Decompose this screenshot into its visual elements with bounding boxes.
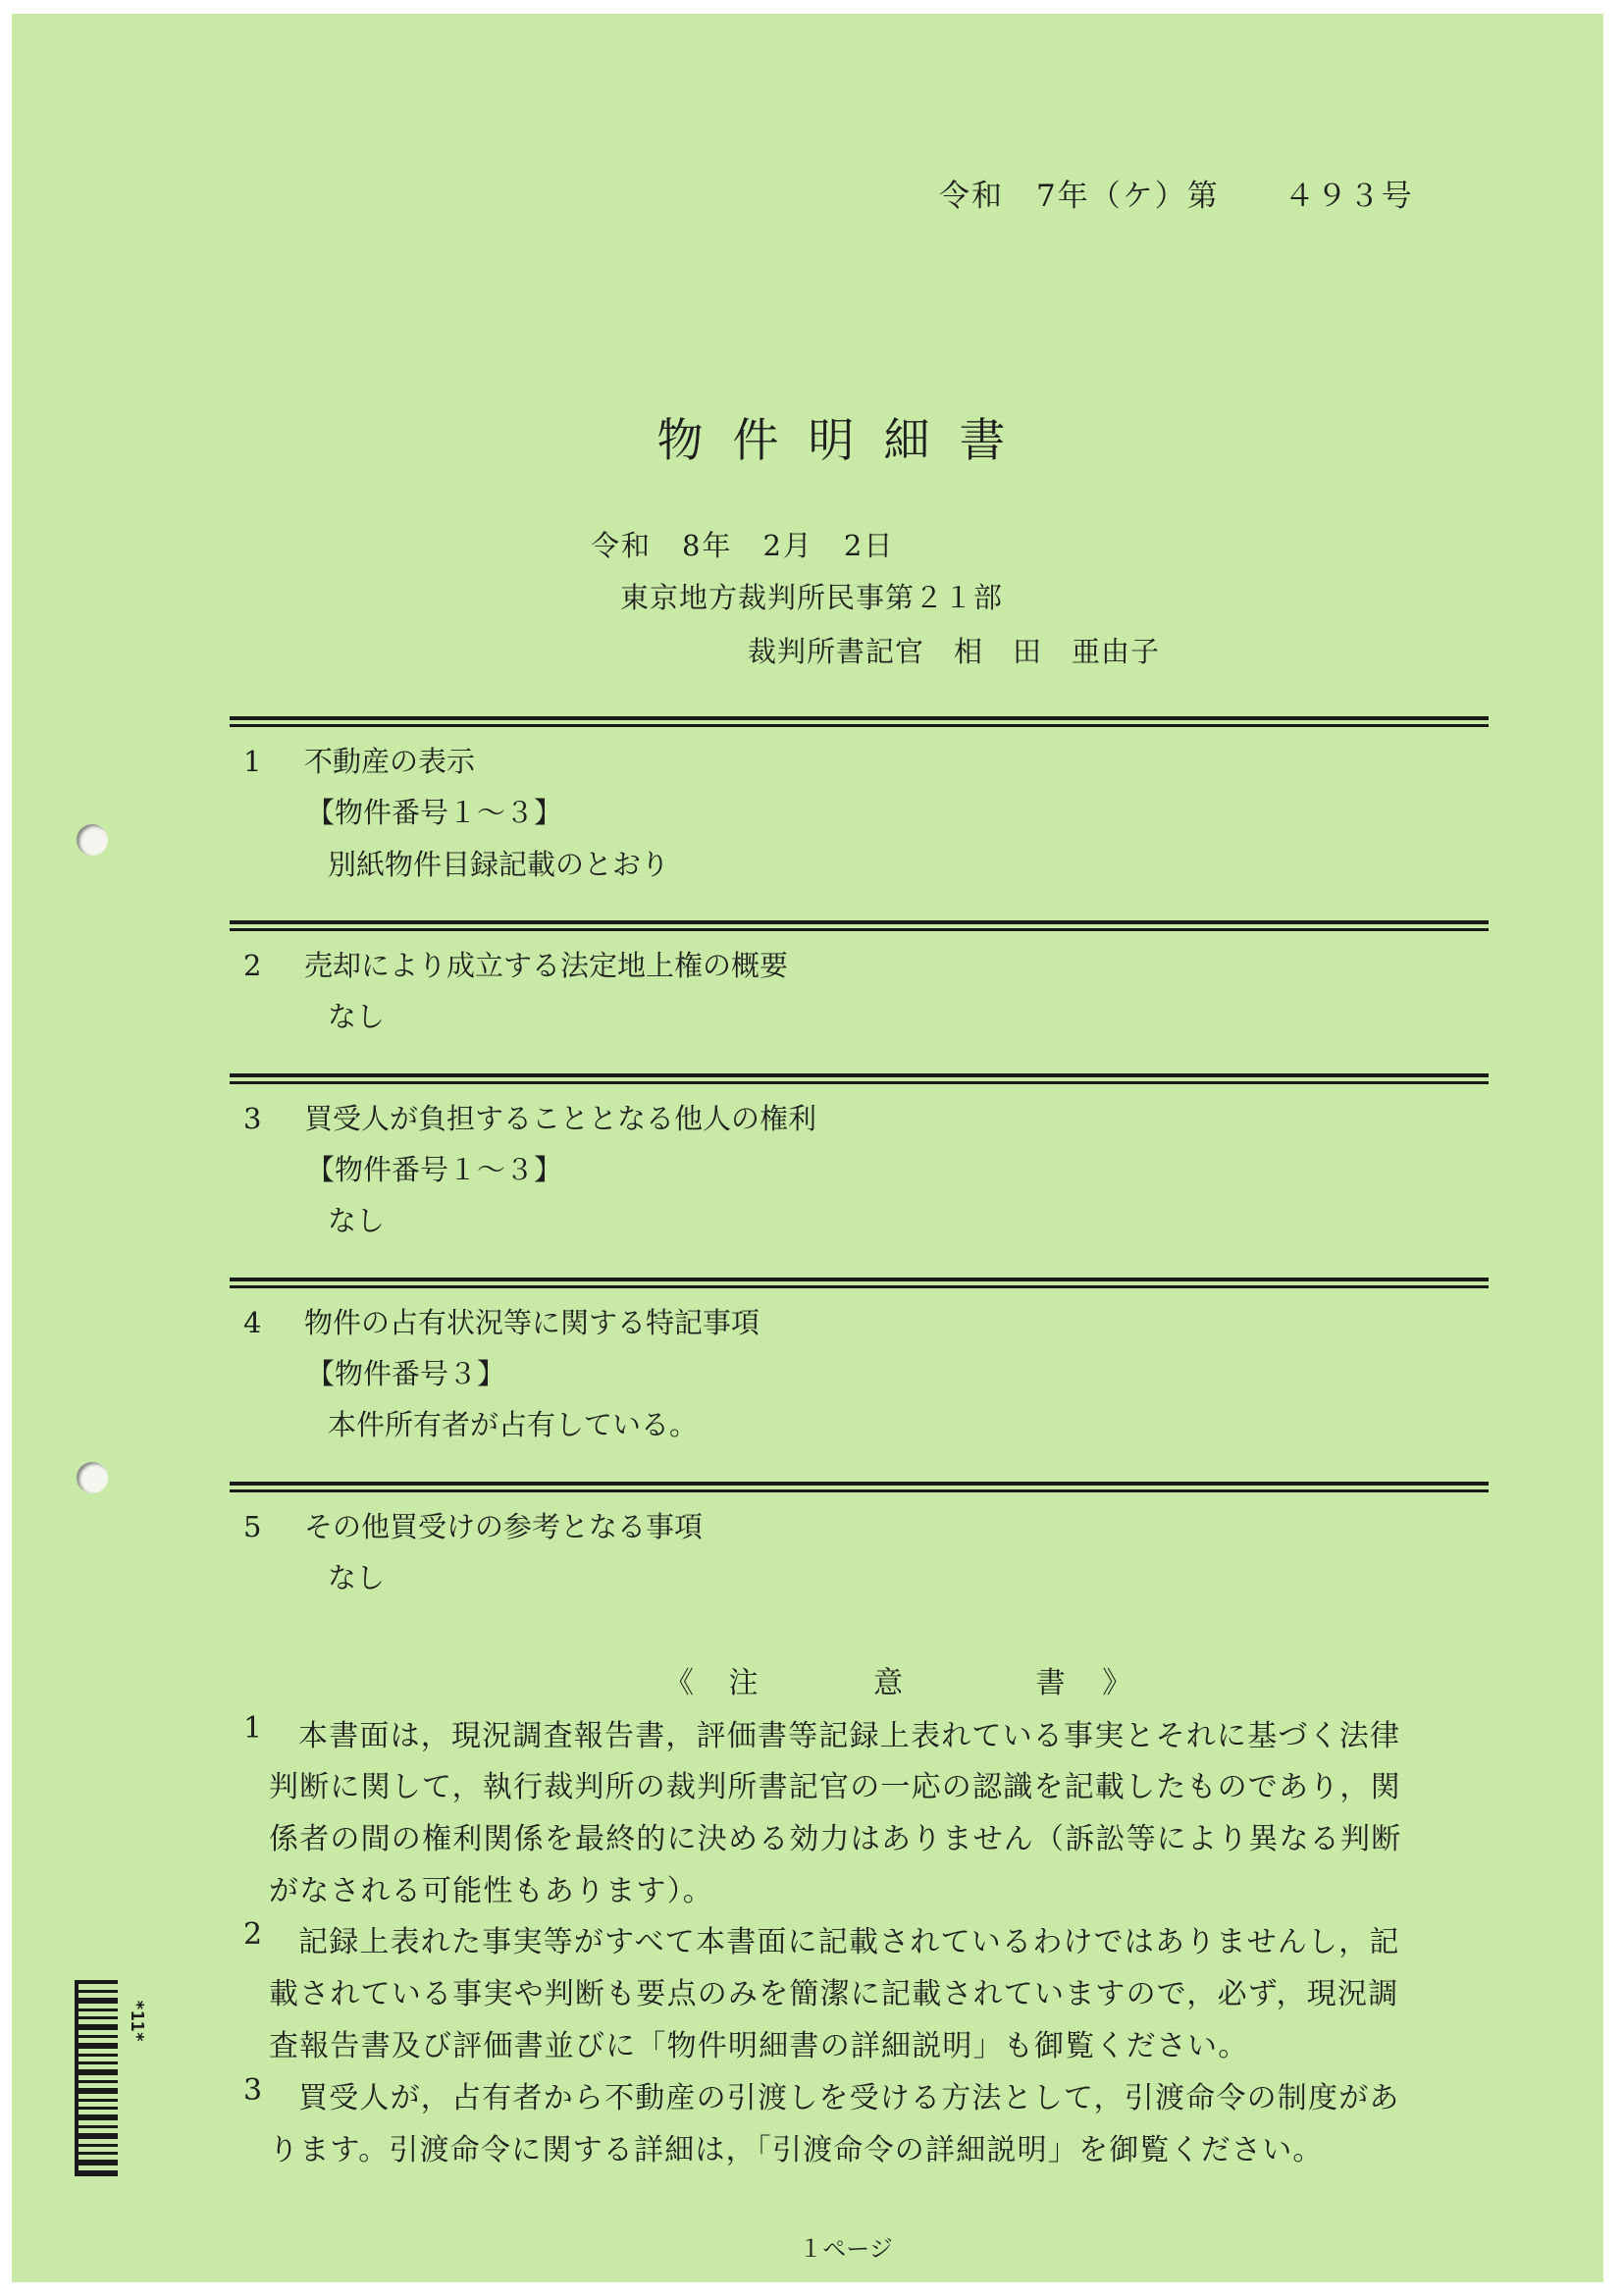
section-body: なし <box>328 1204 386 1237</box>
section-heading <box>243 740 475 780</box>
notice-line: 本書面は，現況調査報告書，評価書等記録上表れている事実とそれに基づく法律 <box>298 1719 1401 1753</box>
case-number: 令和 7年（ケ）第 ４９３号 <box>939 179 1414 214</box>
document-page <box>12 14 1603 2282</box>
clerk-name: 裁判所書記官 相 田 亜由子 <box>748 635 1161 668</box>
notice-line: ります。引渡命令に関する詳細は，「引渡命令の詳細説明」を御覧ください。 <box>269 2133 1324 2167</box>
section-number: 4 <box>243 1306 262 1339</box>
section-heading <box>243 1505 703 1545</box>
section-heading <box>243 944 788 984</box>
notice-char: 意 <box>873 1666 908 1700</box>
page-number: １ページ <box>799 2235 893 2263</box>
property-number: 【物件番号１～３】 <box>306 1153 563 1186</box>
section-heading <box>243 1301 760 1341</box>
section-title: その他買受けの参考となる事項 <box>304 1510 704 1543</box>
section-divider <box>230 1278 1489 1290</box>
section-number: 2 <box>243 949 262 982</box>
section-title: 売却により成立する法定地上権の概要 <box>304 949 789 982</box>
section-body: 別紙物件目録記載のとおり <box>328 848 670 881</box>
property-number: 【物件番号１～３】 <box>306 796 563 829</box>
notice-bracket-open: 《 <box>664 1666 698 1700</box>
document-title: 物件明細書 <box>656 414 1035 468</box>
notice-line: がなされる可能性もあります）。 <box>269 1874 713 1908</box>
section-divider <box>230 1482 1489 1494</box>
section-divider <box>230 920 1489 933</box>
section-heading <box>243 1097 816 1137</box>
section-body: なし <box>328 1561 386 1594</box>
section-title: 物件の占有状況等に関する特記事項 <box>304 1306 760 1339</box>
notice-line: 係者の間の権利関係を最終的に決める効力はありません（訴訟等により異なる判断 <box>269 1822 1402 1856</box>
issue-date: 令和 8年 2月 2日 <box>591 529 895 562</box>
notice-line: 判断に関して，執行裁判所の裁判所書記官の一応の認識を記載したものであり，関 <box>269 1770 1401 1804</box>
notice-line: 買受人が，占有者から不動産の引渡しを受ける方法として，引渡命令の制度があ <box>298 2081 1400 2115</box>
section-number: 5 <box>243 1510 262 1543</box>
notice-item-number: 2 <box>243 1917 264 1952</box>
notice-line: 載されている事実や判断も要点のみを簡潔に記載されていますので，必ず，現況調 <box>269 1977 1399 2011</box>
section-body: 本件所有者が占有している。 <box>328 1408 699 1441</box>
notice-char: 注 <box>728 1666 762 1700</box>
section-divider <box>230 1073 1489 1086</box>
barcode <box>75 1980 165 2180</box>
property-number: 【物件番号３】 <box>306 1357 506 1390</box>
punch-hole <box>77 824 108 856</box>
barcode-text: *11* <box>127 2000 147 2043</box>
section-title: 不動産の表示 <box>304 745 476 778</box>
notice-bracket-close: 》 <box>1102 1666 1136 1700</box>
notice-item-number: 3 <box>243 2073 264 2108</box>
section-body: なし <box>328 1000 386 1033</box>
notice-line: 査報告書及び評価書並びに「物件明細書の詳細説明」も御覧ください。 <box>269 2029 1249 2063</box>
section-number: 1 <box>243 745 262 778</box>
barcode-graphic <box>75 1980 165 2176</box>
notice-item-number: 1 <box>243 1711 264 1746</box>
court-name: 東京地方裁判所民事第２１部 <box>620 581 1004 614</box>
notice-title <box>664 1658 1135 1701</box>
punch-hole <box>77 1462 108 1493</box>
section-number: 3 <box>243 1102 262 1135</box>
section-title: 買受人が負担することとなる他人の権利 <box>304 1102 817 1135</box>
notice-line: 記録上表れた事実等がすべて本書面に記載されているわけではありませんし，記 <box>298 1925 1400 1959</box>
section-divider <box>230 716 1489 729</box>
notice-char: 書 <box>1035 1666 1070 1700</box>
